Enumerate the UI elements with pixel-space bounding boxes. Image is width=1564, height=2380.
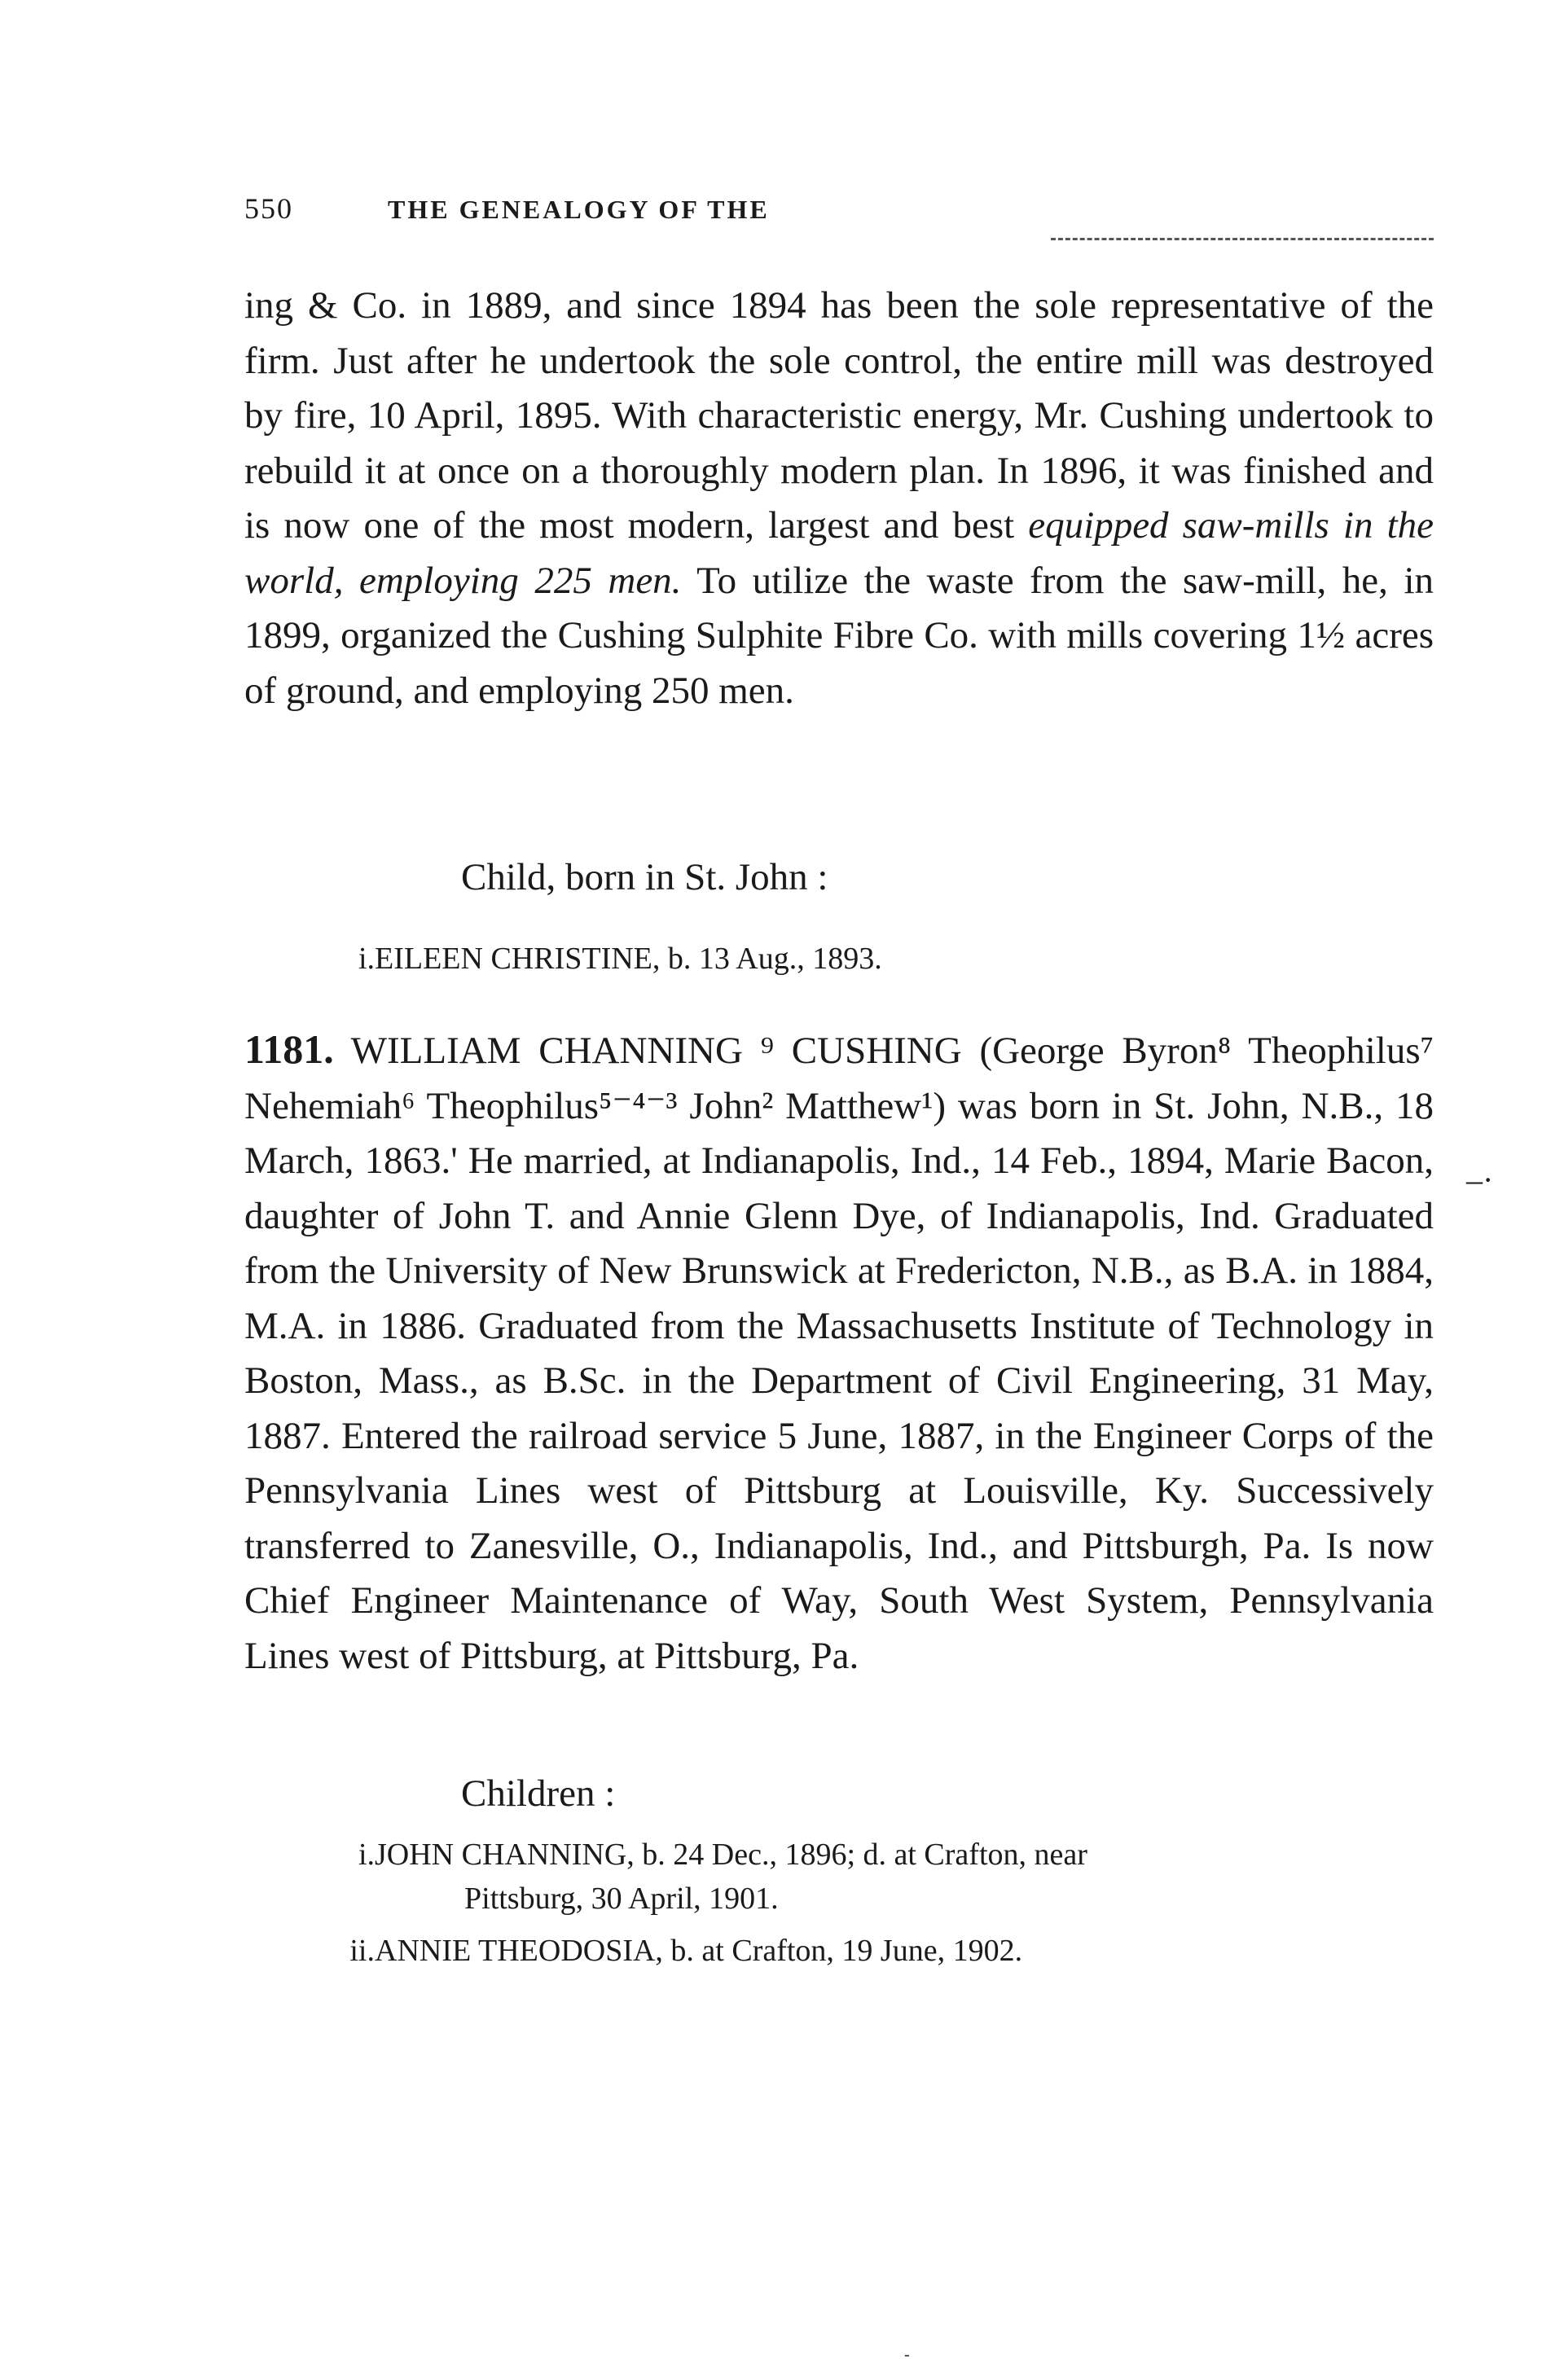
paragraph-text-end: To utilize the waste from the saw-mill, he, in 1899, organized the Cushing Sulphite Fibre Co. with mills covering 1½ acres of ground, and employing 250 men. — [244, 559, 1434, 712]
page-header — [244, 191, 1434, 232]
child-entry — [358, 1833, 1434, 1877]
child-number: i. — [358, 1838, 375, 1872]
child-text: ANNIE THEODOSIA, b. at Crafton, 19 June, 1902. — [375, 1934, 1023, 1968]
children-heading: Child, born in St. John : — [461, 856, 828, 898]
child-number: ii. — [349, 1934, 375, 1968]
entry-number: 1181. — [244, 1026, 334, 1072]
paragraph-italic-text: equipped saw-mills in the world, employing 225 men. — [244, 504, 1434, 602]
child-text: EILEEN CHRISTINE, b. 13 Aug., 1893. — [375, 942, 882, 976]
child-number: i. — [358, 942, 375, 976]
paragraph-continuation — [244, 279, 1434, 718]
child-entry — [358, 937, 1434, 981]
child-text: JOHN CHANNING, b. 24 Dec., 1896; d. at Crafton, near — [375, 1838, 1087, 1872]
header-rule — [1051, 238, 1434, 240]
page-number: 550 — [244, 192, 293, 225]
entry-text: WILLIAM CHANNING ⁹ CUSHING (George Byron⁸ Theophilus⁷ Nehemiah⁶ Theophilus⁵⁻⁴⁻³ John² Matthew¹) was born in St. John, N.B., 18 March, 1863.' He married, at Indianapolis, Ind., 14 Feb., 1894, Marie Bacon, daughter of John T. and Annie Glenn Dye, of Indianapolis, Ind. Graduated from the University of New Brunswick at Fredericton, N.B., as B.A. in 1884, M.A. in 1886. Graduated from the Massachusetts Institute of Technology in Boston, Mass., as B.Sc. in the Department of Civil Engineering, 31 May, 1887. Entered the railroad service 5 June, 1887, in the Engineer Corps of the Pennsylvania Lines west of Pittsburg at Louisville, Ky. Successively transferred to Zanesville, O., Indianapolis, Ind., and Pittsburgh, Pa. Is now Chief Engineer Maintenance of Way, South West System, Pennsylvania Lines west of Pittsburg, at Pittsburg, Pa. — [244, 1030, 1434, 1677]
genealogy-entry-1181 — [244, 1022, 1434, 1684]
running-head: THE GENEALOGY OF THE — [388, 195, 770, 224]
child-entry-continuation: Pittsburg, 30 April, 1901. — [464, 1882, 779, 1916]
child-entry — [349, 1929, 1434, 1973]
footer-mark: - — [904, 2346, 910, 2364]
children-heading: Children : — [461, 1772, 616, 1815]
paragraph-text: ing & Co. in 1889, and since 1894 has been the sole representative of the firm. Just after he undertook the sole control, the entire mill was destroyed by fire, 10 April, 1895. With characteristic energy, Mr. Cushing undertook to rebuild it at once on a thoroughly modern plan. In 1896, it was finished and is now one of the most modern, largest and best — [244, 284, 1434, 547]
margin-mark: –· — [1466, 1161, 1494, 1198]
